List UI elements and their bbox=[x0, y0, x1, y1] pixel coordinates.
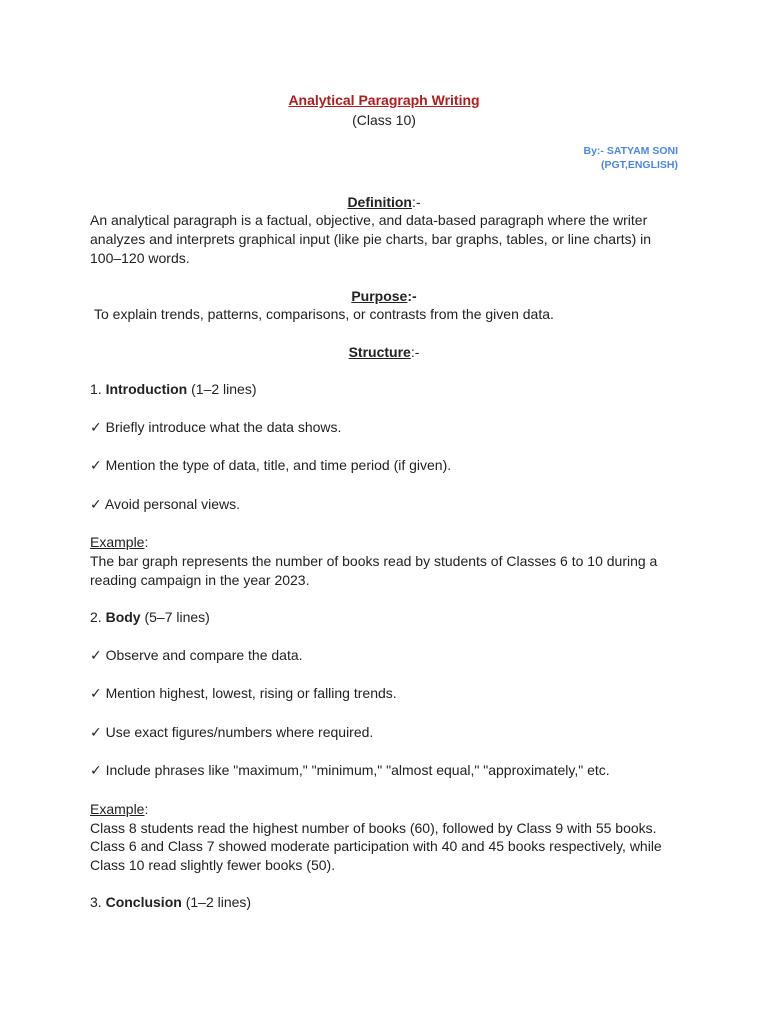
definition-text: An analytical paragraph is a factual, objective, and data-based paragraph where the writer analyzes and interprets graphical input (like pie charts, bar graphs, tables, or line charts) in 100–120 words. bbox=[90, 212, 652, 266]
conclusion-heading: 3. Conclusion (1–2 lines) bbox=[90, 894, 252, 911]
list-item: ✓ Mention the type of data, title, and time period (if given). bbox=[90, 457, 452, 475]
introduction-example-label: Example: bbox=[90, 534, 149, 551]
list-item: ✓ Use exact figures/numbers where required. bbox=[90, 723, 374, 741]
purpose-text: To explain trends, patterns, comparisons, or contrasts from the given data. bbox=[94, 306, 554, 323]
list-item: ✓ Observe and compare the data. bbox=[90, 646, 303, 664]
document-subtitle: (Class 10) bbox=[352, 112, 416, 128]
body-example-text: Class 8 students read the highest number of books (60), followed by Class 9 with 55 books. Class 6 and Class 7 showed moderate participation with 40 and 45 books respectively, while Class 10 read slightly fewer books (50). bbox=[90, 819, 662, 873]
check-mark-icon: ✓ bbox=[90, 458, 102, 475]
introduction-heading: 1. Introduction (1–2 lines) bbox=[90, 381, 257, 398]
document-title: Analytical Paragraph Writing bbox=[288, 92, 480, 108]
definition-heading: Definition:- bbox=[347, 193, 421, 210]
list-item: ✓ Mention highest, lowest, rising or falling trends. bbox=[90, 685, 397, 703]
check-mark-icon: ✓ bbox=[90, 763, 102, 780]
author-name: By:- SATYAM SONI bbox=[583, 144, 678, 157]
body-heading: 2. Body (5–7 lines) bbox=[90, 609, 210, 626]
list-item: ✓ Briefly introduce what the data shows. bbox=[90, 418, 342, 436]
author-block bbox=[90, 144, 678, 173]
author-designation: (PGT,ENGLISH) bbox=[600, 159, 678, 172]
structure-heading: Structure:- bbox=[348, 343, 420, 360]
check-mark-icon: ✓ bbox=[90, 496, 102, 513]
purpose-heading: Purpose:- bbox=[351, 287, 417, 304]
document-page bbox=[90, 91, 678, 912]
check-mark-icon: ✓ bbox=[90, 419, 102, 436]
list-item: ✓ Include phrases like "maximum," "minimum," "almost equal," "approximately," etc. bbox=[90, 762, 610, 780]
check-mark-icon: ✓ bbox=[90, 724, 102, 741]
check-mark-icon: ✓ bbox=[90, 686, 102, 703]
check-mark-icon: ✓ bbox=[90, 647, 102, 664]
list-item: ✓ Avoid personal views. bbox=[90, 495, 241, 513]
introduction-example-text: The bar graph represents the number of books read by students of Classes 6 to 10 during a reading campaign in the year 2023. bbox=[90, 553, 658, 588]
body-example-label: Example: bbox=[90, 800, 149, 817]
